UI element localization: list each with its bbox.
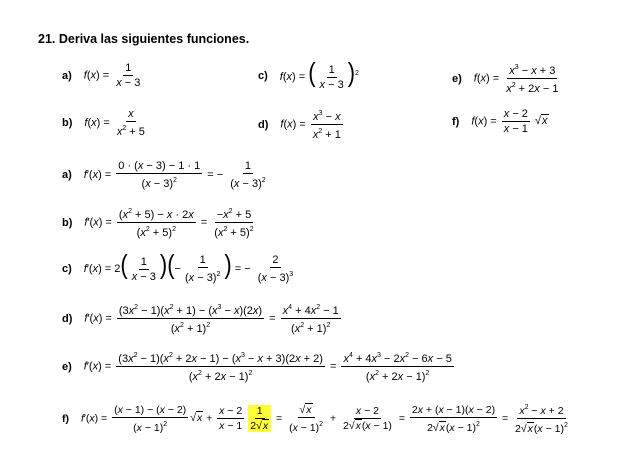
- function-a: [62, 62, 144, 89]
- derivative-e-expression: f′(x) = $\frac{(3x^2 - 1)(x^2 + 2x - 1) - (x^3 - x + 3)(2x + 2)}{(x^2 + 2x - 1)^2}$ = $\frac{x^4 + 4x^3 - 2x^2 - 6x - 5}{(x^2 + 2x - 1)^2}$: [83, 352, 452, 383]
- label-b: b): [62, 117, 73, 129]
- derivative-a: [62, 160, 270, 190]
- label-a: a): [62, 69, 72, 82]
- highlighted-term: $\frac{1}{2√x}$: [248, 405, 271, 432]
- derivative-label-d: d): [62, 312, 73, 325]
- derivative-label-a: a): [62, 169, 72, 181]
- function-e: [452, 62, 562, 95]
- derivative-f: [62, 402, 572, 435]
- derivative-b-expression: f′(x) = $\frac{(x^2 + 5) - x \cdot 2x}{(x^2 + 5)^2}$ = $\frac{-x^2 + 5}{(x^2 + 5)^2}$: [84, 208, 254, 239]
- derivative-label-b: b): [62, 216, 73, 229]
- derivative-label-c: c): [62, 263, 72, 276]
- derivative-label-f: f): [62, 412, 69, 425]
- function-b-expression: f(x) = $\frac{x}{x^2 + 5}$: [84, 108, 145, 138]
- label-c: c): [258, 70, 268, 83]
- derivative-c-expression: f′(x) = 2( $\frac{1}{x - 3}$ )(− $\frac{1}{(x - 3)^2}$ ) = − $\frac{2}{(x - 3)^3}$: [83, 249, 294, 285]
- function-f-expression: f(x) = $\frac{x - 2}{x - 1}$ √x: [471, 108, 548, 135]
- function-b: [62, 108, 149, 138]
- label-d: d): [258, 118, 269, 131]
- function-e-expression: f(x) = $\frac{x^3 - x + 3}{x^2 + 2x - 1}$: [473, 64, 559, 95]
- function-f: [452, 108, 549, 135]
- derivative-label-e: e): [62, 360, 72, 373]
- derivative-e: [62, 350, 456, 383]
- derivative-d: [62, 302, 343, 335]
- derivative-b: [62, 206, 258, 239]
- derivative-c: [62, 249, 297, 285]
- exercise-title: 21. Deriva las siguientes funciones.: [38, 32, 250, 46]
- function-c-expression: f(x) = ( $\frac{1}{x - 3}$ )$^2$: [279, 57, 359, 91]
- function-a-expression: f(x) = $\frac{1}{x - 3}$: [83, 62, 141, 89]
- derivative-f-expression: f′(x) = $\frac{(x - 1) - (x - 2)}{(x - 1)^2}$ √x + $\frac{x - 2}{x - 1}$ $\frac{1}{2√x}$ = $\frac{√x}{(x - 1)^2}$ + $\frac{x - 2}{2√x(x - 1)}$ = $\frac{2x + (x - 1)(x - 2)}{2√x(x - 1)^2}$ = $\frac{x^2 - x + 2}{2√x(x - 1)^2}$: [81, 403, 568, 435]
- label-e: e): [452, 72, 462, 85]
- function-d-expression: f(x) = $\frac{x^3 - x}{x^2 + 1}$: [280, 110, 341, 141]
- function-c: [258, 57, 359, 91]
- label-f: f): [452, 115, 460, 128]
- function-d: [258, 108, 345, 141]
- derivative-d-expression: f′(x) = $\frac{(3x^2 - 1)(x^2 + 1) - (x^3 - x)(2x)}{(x^2 + 1)^2}$ = $\frac{x^4 + 4x^2 - 1}{(x^2 + 1)^2}$: [84, 304, 339, 335]
- derivative-a-expression: f′(x) = $\frac{0 \cdot (x - 3) - 1 \cdot 1}{(x - 3)^2}$ = − $\frac{1}{(x - 3)^2}$: [83, 160, 266, 190]
